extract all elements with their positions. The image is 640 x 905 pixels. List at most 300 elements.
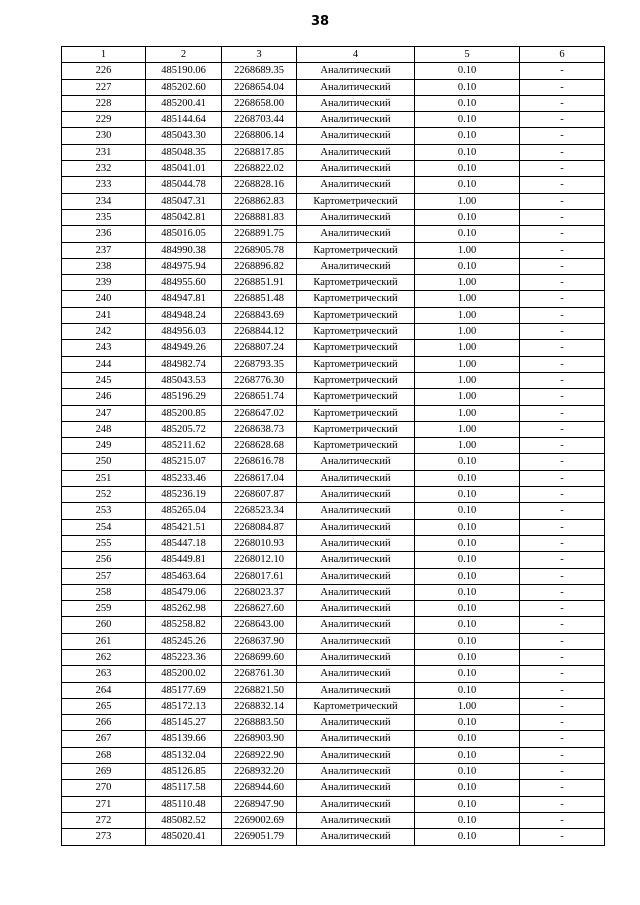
accuracy-cell: 0.10 xyxy=(415,144,520,160)
accuracy-cell: 0.10 xyxy=(415,552,520,568)
point-number-cell: 232 xyxy=(62,161,146,177)
method-cell: Картометрический xyxy=(297,698,415,714)
point-number-cell: 265 xyxy=(62,698,146,714)
x-coordinate-cell: 485190.06 xyxy=(146,63,222,79)
y-coordinate-cell: 2268944.60 xyxy=(222,780,297,796)
note-cell: - xyxy=(520,242,605,258)
accuracy-cell: 0.10 xyxy=(415,731,520,747)
point-number-cell: 262 xyxy=(62,649,146,665)
accuracy-cell: 0.10 xyxy=(415,747,520,763)
y-coordinate-cell: 2268638.73 xyxy=(222,421,297,437)
accuracy-cell: 0.10 xyxy=(415,128,520,144)
table-row xyxy=(62,258,605,274)
method-cell: Аналитический xyxy=(297,519,415,535)
x-coordinate-cell: 485200.85 xyxy=(146,405,222,421)
table-row xyxy=(62,356,605,372)
x-coordinate-cell: 485016.05 xyxy=(146,226,222,242)
x-coordinate-cell: 485145.27 xyxy=(146,715,222,731)
note-cell: - xyxy=(520,193,605,209)
y-coordinate-cell: 2268881.83 xyxy=(222,209,297,225)
accuracy-cell: 0.10 xyxy=(415,796,520,812)
accuracy-cell: 1.00 xyxy=(415,438,520,454)
point-number-cell: 240 xyxy=(62,291,146,307)
accuracy-cell: 0.10 xyxy=(415,601,520,617)
y-coordinate-cell: 2268628.68 xyxy=(222,438,297,454)
note-cell: - xyxy=(520,470,605,486)
accuracy-cell: 0.10 xyxy=(415,764,520,780)
y-coordinate-cell: 2268922.90 xyxy=(222,747,297,763)
accuracy-cell: 1.00 xyxy=(415,193,520,209)
y-coordinate-cell: 2268010.93 xyxy=(222,535,297,551)
accuracy-cell: 0.10 xyxy=(415,95,520,111)
method-cell: Картометрический xyxy=(297,405,415,421)
point-number-cell: 226 xyxy=(62,63,146,79)
method-cell: Аналитический xyxy=(297,487,415,503)
accuracy-cell: 0.10 xyxy=(415,829,520,845)
y-coordinate-cell: 2269002.69 xyxy=(222,812,297,828)
table-row xyxy=(62,340,605,356)
method-cell: Аналитический xyxy=(297,666,415,682)
accuracy-cell: 1.00 xyxy=(415,324,520,340)
table-row xyxy=(62,307,605,323)
x-coordinate-cell: 485463.64 xyxy=(146,568,222,584)
x-coordinate-cell: 485047.31 xyxy=(146,193,222,209)
x-coordinate-cell: 485144.64 xyxy=(146,112,222,128)
x-coordinate-cell: 484955.60 xyxy=(146,275,222,291)
table-row xyxy=(62,487,605,503)
note-cell: - xyxy=(520,454,605,470)
note-cell: - xyxy=(520,487,605,503)
y-coordinate-cell: 2268822.02 xyxy=(222,161,297,177)
table-row xyxy=(62,95,605,111)
y-coordinate-cell: 2268932.20 xyxy=(222,764,297,780)
note-cell: - xyxy=(520,438,605,454)
note-cell: - xyxy=(520,356,605,372)
method-cell: Аналитический xyxy=(297,649,415,665)
note-cell: - xyxy=(520,535,605,551)
accuracy-cell: 1.00 xyxy=(415,275,520,291)
y-coordinate-cell: 2268896.82 xyxy=(222,258,297,274)
table-row xyxy=(62,112,605,128)
note-cell: - xyxy=(520,144,605,160)
method-cell: Аналитический xyxy=(297,128,415,144)
point-number-cell: 253 xyxy=(62,503,146,519)
point-number-cell: 230 xyxy=(62,128,146,144)
y-coordinate-cell: 2268017.61 xyxy=(222,568,297,584)
table-row xyxy=(62,584,605,600)
method-cell: Аналитический xyxy=(297,209,415,225)
y-coordinate-cell: 2268689.35 xyxy=(222,63,297,79)
note-cell: - xyxy=(520,226,605,242)
note-cell: - xyxy=(520,780,605,796)
note-cell: - xyxy=(520,291,605,307)
x-coordinate-cell: 485177.69 xyxy=(146,682,222,698)
accuracy-cell: 1.00 xyxy=(415,372,520,388)
method-cell: Аналитический xyxy=(297,503,415,519)
point-number-cell: 254 xyxy=(62,519,146,535)
note-cell: - xyxy=(520,405,605,421)
x-coordinate-cell: 485447.18 xyxy=(146,535,222,551)
point-number-cell: 245 xyxy=(62,372,146,388)
accuracy-cell: 0.10 xyxy=(415,161,520,177)
note-cell: - xyxy=(520,503,605,519)
point-number-cell: 236 xyxy=(62,226,146,242)
table-row xyxy=(62,144,605,160)
accuracy-cell: 0.10 xyxy=(415,63,520,79)
x-coordinate-cell: 485200.02 xyxy=(146,666,222,682)
point-number-cell: 243 xyxy=(62,340,146,356)
y-coordinate-cell: 2268654.04 xyxy=(222,79,297,95)
table-row xyxy=(62,747,605,763)
method-cell: Аналитический xyxy=(297,584,415,600)
point-number-cell: 229 xyxy=(62,112,146,128)
y-coordinate-cell: 2268807.24 xyxy=(222,340,297,356)
column-header: 5 xyxy=(415,47,520,63)
point-number-cell: 273 xyxy=(62,829,146,845)
method-cell: Аналитический xyxy=(297,79,415,95)
point-number-cell: 259 xyxy=(62,601,146,617)
column-header: 2 xyxy=(146,47,222,63)
page-number: 38 xyxy=(310,14,330,29)
method-cell: Аналитический xyxy=(297,470,415,486)
method-cell: Аналитический xyxy=(297,780,415,796)
table-body xyxy=(62,63,605,845)
note-cell: - xyxy=(520,519,605,535)
method-cell: Аналитический xyxy=(297,829,415,845)
accuracy-cell: 0.10 xyxy=(415,177,520,193)
y-coordinate-cell: 2268651.74 xyxy=(222,389,297,405)
note-cell: - xyxy=(520,161,605,177)
y-coordinate-cell: 2268862.83 xyxy=(222,193,297,209)
x-coordinate-cell: 485258.82 xyxy=(146,617,222,633)
accuracy-cell: 1.00 xyxy=(415,405,520,421)
note-cell: - xyxy=(520,764,605,780)
point-number-cell: 268 xyxy=(62,747,146,763)
point-number-cell: 228 xyxy=(62,95,146,111)
note-cell: - xyxy=(520,715,605,731)
note-cell: - xyxy=(520,812,605,828)
accuracy-cell: 1.00 xyxy=(415,356,520,372)
accuracy-cell: 1.00 xyxy=(415,698,520,714)
x-coordinate-cell: 485139.66 xyxy=(146,731,222,747)
method-cell: Картометрический xyxy=(297,421,415,437)
x-coordinate-cell: 485043.53 xyxy=(146,372,222,388)
note-cell: - xyxy=(520,649,605,665)
accuracy-cell: 0.10 xyxy=(415,454,520,470)
y-coordinate-cell: 2268793.35 xyxy=(222,356,297,372)
note-cell: - xyxy=(520,698,605,714)
column-header: 4 xyxy=(297,47,415,63)
x-coordinate-cell: 484975.94 xyxy=(146,258,222,274)
table-row xyxy=(62,454,605,470)
accuracy-cell: 0.10 xyxy=(415,519,520,535)
point-number-cell: 233 xyxy=(62,177,146,193)
point-number-cell: 263 xyxy=(62,666,146,682)
note-cell: - xyxy=(520,63,605,79)
method-cell: Аналитический xyxy=(297,715,415,731)
table-row xyxy=(62,731,605,747)
note-cell: - xyxy=(520,421,605,437)
note-cell: - xyxy=(520,177,605,193)
coordinates-table xyxy=(61,46,605,846)
y-coordinate-cell: 2268903.90 xyxy=(222,731,297,747)
x-coordinate-cell: 485117.58 xyxy=(146,780,222,796)
accuracy-cell: 0.10 xyxy=(415,666,520,682)
table-row xyxy=(62,421,605,437)
point-number-cell: 256 xyxy=(62,552,146,568)
note-cell: - xyxy=(520,682,605,698)
accuracy-cell: 0.10 xyxy=(415,470,520,486)
table-row xyxy=(62,829,605,845)
x-coordinate-cell: 485048.35 xyxy=(146,144,222,160)
y-coordinate-cell: 2268647.02 xyxy=(222,405,297,421)
table-row xyxy=(62,715,605,731)
method-cell: Картометрический xyxy=(297,324,415,340)
y-coordinate-cell: 2268607.87 xyxy=(222,487,297,503)
note-cell: - xyxy=(520,112,605,128)
y-coordinate-cell: 2268883.50 xyxy=(222,715,297,731)
note-cell: - xyxy=(520,633,605,649)
point-number-cell: 270 xyxy=(62,780,146,796)
table-row xyxy=(62,275,605,291)
point-number-cell: 272 xyxy=(62,812,146,828)
note-cell: - xyxy=(520,324,605,340)
x-coordinate-cell: 485233.46 xyxy=(146,470,222,486)
x-coordinate-cell: 485020.41 xyxy=(146,829,222,845)
x-coordinate-cell: 485262.98 xyxy=(146,601,222,617)
x-coordinate-cell: 485200.41 xyxy=(146,95,222,111)
table-row xyxy=(62,780,605,796)
x-coordinate-cell: 484982.74 xyxy=(146,356,222,372)
x-coordinate-cell: 484948.24 xyxy=(146,307,222,323)
method-cell: Аналитический xyxy=(297,812,415,828)
note-cell: - xyxy=(520,666,605,682)
column-header: 3 xyxy=(222,47,297,63)
table-row xyxy=(62,617,605,633)
method-cell: Картометрический xyxy=(297,275,415,291)
point-number-cell: 247 xyxy=(62,405,146,421)
point-number-cell: 227 xyxy=(62,79,146,95)
method-cell: Аналитический xyxy=(297,161,415,177)
table-row xyxy=(62,291,605,307)
y-coordinate-cell: 2268947.90 xyxy=(222,796,297,812)
x-coordinate-cell: 485196.29 xyxy=(146,389,222,405)
table-row xyxy=(62,63,605,79)
x-coordinate-cell: 485132.04 xyxy=(146,747,222,763)
accuracy-cell: 0.10 xyxy=(415,487,520,503)
method-cell: Аналитический xyxy=(297,747,415,763)
table-row xyxy=(62,438,605,454)
note-cell: - xyxy=(520,209,605,225)
y-coordinate-cell: 2268817.85 xyxy=(222,144,297,160)
method-cell: Аналитический xyxy=(297,617,415,633)
note-cell: - xyxy=(520,731,605,747)
point-number-cell: 261 xyxy=(62,633,146,649)
point-number-cell: 267 xyxy=(62,731,146,747)
point-number-cell: 258 xyxy=(62,584,146,600)
method-cell: Картометрический xyxy=(297,193,415,209)
method-cell: Аналитический xyxy=(297,454,415,470)
x-coordinate-cell: 484947.81 xyxy=(146,291,222,307)
note-cell: - xyxy=(520,128,605,144)
note-cell: - xyxy=(520,275,605,291)
x-coordinate-cell: 485236.19 xyxy=(146,487,222,503)
method-cell: Картометрический xyxy=(297,356,415,372)
point-number-cell: 244 xyxy=(62,356,146,372)
method-cell: Аналитический xyxy=(297,144,415,160)
accuracy-cell: 0.10 xyxy=(415,633,520,649)
method-cell: Аналитический xyxy=(297,95,415,111)
y-coordinate-cell: 2268828.16 xyxy=(222,177,297,193)
table-row xyxy=(62,764,605,780)
point-number-cell: 264 xyxy=(62,682,146,698)
method-cell: Аналитический xyxy=(297,633,415,649)
y-coordinate-cell: 2268643.00 xyxy=(222,617,297,633)
table-row xyxy=(62,470,605,486)
method-cell: Аналитический xyxy=(297,601,415,617)
method-cell: Картометрический xyxy=(297,340,415,356)
y-coordinate-cell: 2268699.60 xyxy=(222,649,297,665)
point-number-cell: 249 xyxy=(62,438,146,454)
note-cell: - xyxy=(520,829,605,845)
table-row xyxy=(62,193,605,209)
x-coordinate-cell: 485082.52 xyxy=(146,812,222,828)
method-cell: Аналитический xyxy=(297,796,415,812)
y-coordinate-cell: 2268616.78 xyxy=(222,454,297,470)
x-coordinate-cell: 485042.81 xyxy=(146,209,222,225)
note-cell: - xyxy=(520,796,605,812)
x-coordinate-cell: 485126.85 xyxy=(146,764,222,780)
table-row xyxy=(62,389,605,405)
accuracy-cell: 0.10 xyxy=(415,617,520,633)
x-coordinate-cell: 485041.01 xyxy=(146,161,222,177)
point-number-cell: 271 xyxy=(62,796,146,812)
accuracy-cell: 0.10 xyxy=(415,649,520,665)
y-coordinate-cell: 2268843.69 xyxy=(222,307,297,323)
x-coordinate-cell: 484949.26 xyxy=(146,340,222,356)
x-coordinate-cell: 485205.72 xyxy=(146,421,222,437)
method-cell: Картометрический xyxy=(297,307,415,323)
x-coordinate-cell: 485479.06 xyxy=(146,584,222,600)
method-cell: Аналитический xyxy=(297,226,415,242)
point-number-cell: 239 xyxy=(62,275,146,291)
accuracy-cell: 1.00 xyxy=(415,307,520,323)
y-coordinate-cell: 2268832.14 xyxy=(222,698,297,714)
y-coordinate-cell: 2268776.30 xyxy=(222,372,297,388)
table-header-row xyxy=(62,47,605,63)
table-row xyxy=(62,177,605,193)
x-coordinate-cell: 485211.62 xyxy=(146,438,222,454)
method-cell: Аналитический xyxy=(297,568,415,584)
point-number-cell: 238 xyxy=(62,258,146,274)
note-cell: - xyxy=(520,340,605,356)
table-row xyxy=(62,633,605,649)
y-coordinate-cell: 2268523.34 xyxy=(222,503,297,519)
column-header: 1 xyxy=(62,47,146,63)
y-coordinate-cell: 2268851.48 xyxy=(222,291,297,307)
note-cell: - xyxy=(520,568,605,584)
accuracy-cell: 0.10 xyxy=(415,226,520,242)
point-number-cell: 248 xyxy=(62,421,146,437)
y-coordinate-cell: 2268905.78 xyxy=(222,242,297,258)
y-coordinate-cell: 2268891.75 xyxy=(222,226,297,242)
point-number-cell: 255 xyxy=(62,535,146,551)
x-coordinate-cell: 485172.13 xyxy=(146,698,222,714)
table-row xyxy=(62,682,605,698)
method-cell: Аналитический xyxy=(297,552,415,568)
method-cell: Аналитический xyxy=(297,63,415,79)
y-coordinate-cell: 2268703.44 xyxy=(222,112,297,128)
note-cell: - xyxy=(520,307,605,323)
table-row xyxy=(62,698,605,714)
table-row xyxy=(62,372,605,388)
accuracy-cell: 0.10 xyxy=(415,682,520,698)
x-coordinate-cell: 485449.81 xyxy=(146,552,222,568)
table-row xyxy=(62,812,605,828)
table-row xyxy=(62,405,605,421)
x-coordinate-cell: 485044.78 xyxy=(146,177,222,193)
method-cell: Аналитический xyxy=(297,258,415,274)
x-coordinate-cell: 485223.36 xyxy=(146,649,222,665)
x-coordinate-cell: 485215.07 xyxy=(146,454,222,470)
table-row xyxy=(62,535,605,551)
accuracy-cell: 0.10 xyxy=(415,584,520,600)
note-cell: - xyxy=(520,552,605,568)
y-coordinate-cell: 2268806.14 xyxy=(222,128,297,144)
y-coordinate-cell: 2268084.87 xyxy=(222,519,297,535)
table-row xyxy=(62,519,605,535)
y-coordinate-cell: 2268658.00 xyxy=(222,95,297,111)
point-number-cell: 269 xyxy=(62,764,146,780)
accuracy-cell: 0.10 xyxy=(415,812,520,828)
table-row xyxy=(62,649,605,665)
accuracy-cell: 1.00 xyxy=(415,291,520,307)
table-row xyxy=(62,601,605,617)
accuracy-cell: 0.10 xyxy=(415,568,520,584)
accuracy-cell: 1.00 xyxy=(415,340,520,356)
table-row xyxy=(62,79,605,95)
method-cell: Аналитический xyxy=(297,731,415,747)
table-row xyxy=(62,226,605,242)
x-coordinate-cell: 485202.60 xyxy=(146,79,222,95)
y-coordinate-cell: 2269051.79 xyxy=(222,829,297,845)
method-cell: Аналитический xyxy=(297,535,415,551)
point-number-cell: 234 xyxy=(62,193,146,209)
x-coordinate-cell: 485421.51 xyxy=(146,519,222,535)
accuracy-cell: 0.10 xyxy=(415,112,520,128)
point-number-cell: 237 xyxy=(62,242,146,258)
accuracy-cell: 0.10 xyxy=(415,503,520,519)
point-number-cell: 242 xyxy=(62,324,146,340)
table-row xyxy=(62,209,605,225)
y-coordinate-cell: 2268023.37 xyxy=(222,584,297,600)
y-coordinate-cell: 2268844.12 xyxy=(222,324,297,340)
y-coordinate-cell: 2268821.50 xyxy=(222,682,297,698)
note-cell: - xyxy=(520,258,605,274)
method-cell: Аналитический xyxy=(297,112,415,128)
table-row xyxy=(62,552,605,568)
point-number-cell: 235 xyxy=(62,209,146,225)
note-cell: - xyxy=(520,372,605,388)
y-coordinate-cell: 2268012.10 xyxy=(222,552,297,568)
y-coordinate-cell: 2268627.60 xyxy=(222,601,297,617)
point-number-cell: 266 xyxy=(62,715,146,731)
accuracy-cell: 0.10 xyxy=(415,79,520,95)
method-cell: Аналитический xyxy=(297,682,415,698)
note-cell: - xyxy=(520,95,605,111)
method-cell: Аналитический xyxy=(297,764,415,780)
accuracy-cell: 0.10 xyxy=(415,535,520,551)
